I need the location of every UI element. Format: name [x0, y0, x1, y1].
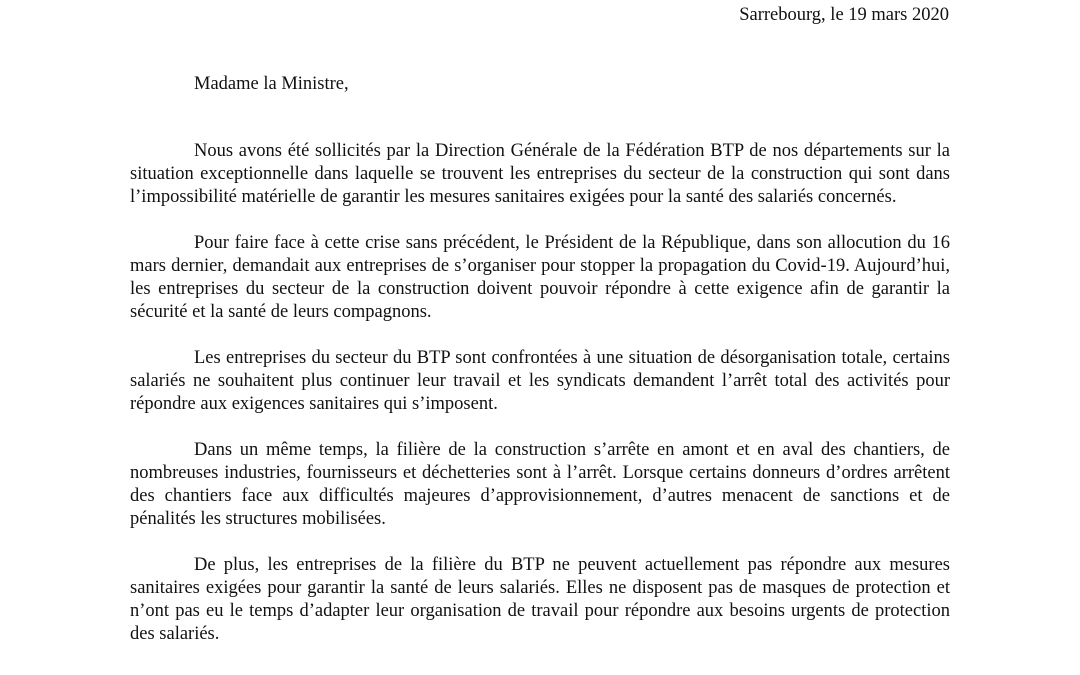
- salutation: Madame la Ministre,: [194, 74, 349, 94]
- date-line: Sarrebourg, le 19 mars 2020: [739, 5, 949, 25]
- letter-body: [130, 140, 950, 669]
- paragraph-1: Nous avons été sollicités par la Direction Générale de la Fédération BTP de nos départements sur la situation exceptionnelle dans laquelle se trouvent les entreprises du secteur de la construction qui sont dans l’impossibilité matérielle de garantir les mesures sanitaires exigées pour la santé des salariés concernés.: [130, 141, 950, 207]
- paragraph-3: Les entreprises du secteur du BTP sont confrontées à une situation de désorganisation totale, certains salariés ne souhaitent plus continuer leur travail et les syndicats demandent l’arrêt total des activités pour répondre aux exigences sanitaires qui s’imposent.: [130, 348, 950, 414]
- paragraph-5: De plus, les entreprises de la filière du BTP ne peuvent actuellement pas répondre aux mesures sanitaires exigées pour garantir la santé de leurs salariés. Elles ne disposent pas de masques de protection et n’ont pas eu le temps d’adapter leur organisation de travail pour répondre aux besoins urgents de protection des salariés.: [130, 555, 950, 644]
- paragraph-4: Dans un même temps, la filière de la construction s’arrête en amont et en aval des chantiers, de nombreuses industries, fournisseurs et déchetteries sont à l’arrêt. Lorsque certains donneurs d’ordres arrêtent des chantiers face aux difficultés majeures d’approvisionnement, d’autres menacent de sanctions et de pénalités les structures mobilisées.: [130, 440, 950, 529]
- paragraph-2: Pour faire face à cette crise sans précédent, le Président de la République, dans son allocution du 16 mars dernier, demandait aux entreprises de s’organiser pour stopper la propagation du Covid-19. Aujourd’hui, les entreprises du secteur de la construction doivent pouvoir répondre à cette exigence afin de garantir la sécurité et la santé de leurs compagnons.: [130, 233, 950, 322]
